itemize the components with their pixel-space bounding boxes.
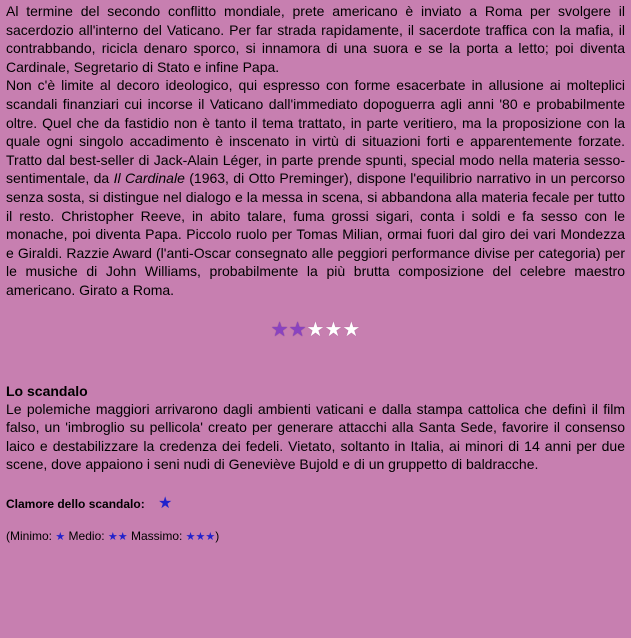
legend-close: )	[215, 528, 220, 543]
blue-star-icon: ★	[205, 530, 216, 543]
legend-medio-label: Medio:	[65, 528, 108, 543]
review-paragraph	[6, 76, 625, 299]
star-rating	[6, 318, 625, 342]
blue-star-icon: ★	[158, 494, 173, 512]
legend-massimo-label: Massimo:	[127, 528, 186, 543]
star-empty-icon: ★	[324, 318, 343, 341]
scandal-paragraph: Le polemiche maggiori arrivarono dagli ambienti vaticani e dalla stampa cattolica che definì il film falso, un 'imbroglio su pellicola' creato per generare attacchi alla Santa Sede, favorire il consenso laico e destabilizzare la credenza dei fedeli. Vietato, soltanto in Italia, ai minori di 14 anni per due scene, dove appaiono i seni nudi di Geneviève Bujold e di un gruppetto di baldracche.	[6, 400, 625, 473]
review-text-part1: Non c'è limite al decoro ideologico, qui espresso con forme esacerbate in allusione ai molteplici scandali finanziari cui incorse il Vaticano dall'immediato dopoguerra agli anni '80 e probabilmente oltre. Quel che da fastidio non è tanto il tema trattato, in parte veritiero, ma la proposizione con la quale ogni singolo accadimento è inscenato in virtù di situazioni forti e apparentemente forzate. Tratto dal best-seller di Jack-Alain Léger, in parte prende spunti, special modo nella materia sesso-sentimentale, da	[6, 77, 625, 187]
legend-massimo-stars	[186, 529, 216, 543]
film-reference-title: Il Cardinale	[113, 170, 185, 187]
legend-open: (Minimo:	[6, 528, 56, 543]
legend-medio-stars	[108, 529, 128, 543]
star-empty-icon: ★	[342, 318, 361, 341]
star-filled-icon: ★	[288, 318, 307, 341]
blue-star-icon: ★	[185, 530, 196, 543]
blue-star-icon: ★	[117, 530, 128, 543]
blue-star-icon: ★	[55, 530, 66, 543]
star-empty-icon: ★	[306, 318, 325, 341]
scandal-heading: Lo scandalo	[6, 382, 88, 399]
blue-star-icon: ★	[195, 530, 206, 543]
review-text-part2: (1963, di Otto Preminger), dispone l'equilibrio narrativo in un percorso senza sosta, si distingue nel dialogo e la messa in scena, si abbandona alla materia fecale per tutto il resto. Christopher Reeve, in abito talare, fuma grossi sigari, conta i soldi e fa sesso con le monache, poi diventa Papa. Piccolo ruolo per Tomas Milian, ormai fuori dal giro dei vari Mondezza e Giraldi. Razzie Award (l'anti-Oscar consegnato alle peggiori performance divise per categoria) per le musiche di John Williams, probabilmente la più brutta composizione del celebre maestro americano. Girato a Roma.	[6, 170, 625, 298]
legend-minimo-stars	[55, 529, 65, 543]
scandal-level	[6, 494, 625, 514]
scandal-level-label: Clamore dello scandalo:	[6, 496, 145, 511]
scandal-level-stars	[148, 494, 173, 512]
star-filled-icon: ★	[270, 318, 289, 341]
blue-star-icon: ★	[107, 530, 118, 543]
plot-paragraph: Al termine del secondo conflitto mondiale, prete americano è inviato a Roma per svolgere il sacerdozio all'interno del Vaticano. Per far strada rapidamente, il sacerdote traffica con la mafia, il contrabbando, ricicla denaro sporco, si innamora di una suora e se la porta a letto; poi diventa Cardinale, Segretario di Stato e infine Papa.	[6, 3, 625, 75]
scandal-legend	[6, 528, 625, 545]
